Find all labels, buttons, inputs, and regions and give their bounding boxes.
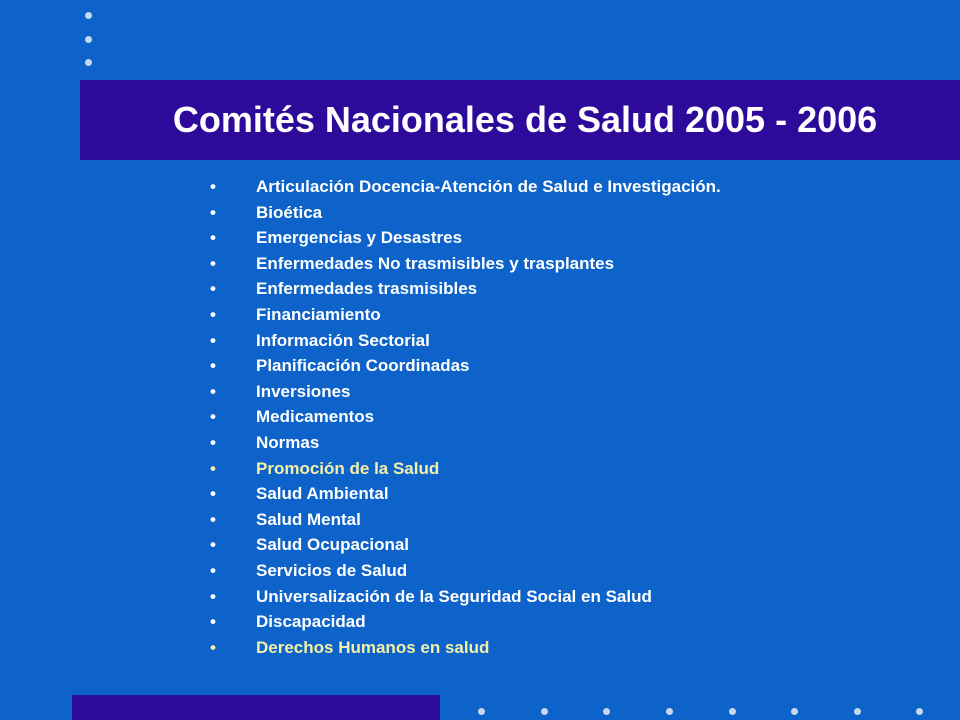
list-item-label: Salud Ambiental <box>256 484 389 504</box>
bullet-icon: • <box>210 560 216 580</box>
list-item-label: Derechos Humanos en salud <box>256 637 490 657</box>
list-item-label: Servicios de Salud <box>256 560 408 580</box>
list-item-label: Universalización de la Seguridad Social en Salud <box>256 586 652 606</box>
bullet-icon: • <box>210 586 216 606</box>
bullet-icon: • <box>210 228 216 248</box>
list-item-label: Inversiones <box>256 381 351 401</box>
list-item-label: Financiamiento <box>256 304 381 324</box>
bullet-icon: • <box>210 279 216 299</box>
list-item-label: Articulación Docencia-Atención de Salud e Investigación. <box>256 177 721 196</box>
list-item-label: Salud Ocupacional <box>256 535 410 555</box>
bullet-icon: • <box>210 637 216 657</box>
bullet-icon: • <box>210 381 216 401</box>
decor-dot <box>541 708 548 715</box>
decor-dot <box>791 708 798 715</box>
bullet-icon: • <box>210 202 216 222</box>
bullet-icon: • <box>210 407 216 427</box>
bullet-icon: • <box>210 535 216 555</box>
list-item-label: Bioética <box>256 202 323 222</box>
list-item-label: Medicamentos <box>256 407 375 427</box>
bullet-icon: • <box>210 509 216 529</box>
decor-dot <box>916 708 923 715</box>
bullet-icon: • <box>210 484 216 504</box>
bullet-icon: • <box>210 356 216 376</box>
list-item-label: Enfermedades trasmisibles <box>256 279 478 299</box>
list-item-label: Enfermedades No trasmisibles y trasplantes <box>256 253 615 273</box>
list-item-label: Planificación Coordinadas <box>256 356 470 376</box>
list-item-label: Discapacidad <box>256 612 366 632</box>
list-item-label: Emergencias y Desastres <box>256 228 463 248</box>
slide-title: Comités Nacionales de Salud 2005 - 2006 <box>172 99 878 140</box>
bullet-icon: • <box>210 612 216 632</box>
list-item-label: Salud Mental <box>256 509 361 529</box>
decor-dot <box>854 708 861 715</box>
decor-dot <box>729 708 736 715</box>
decor-dot <box>603 708 610 715</box>
decor-dot <box>85 12 92 19</box>
decor-dot <box>85 59 92 66</box>
decor-dot <box>666 708 673 715</box>
bullet-icon: • <box>210 330 216 350</box>
bullet-icon: • <box>210 304 216 324</box>
bullet-icon: • <box>210 253 216 273</box>
footer-band <box>72 695 440 720</box>
list-item-label: Normas <box>256 432 320 452</box>
bullet-icon: • <box>210 458 216 478</box>
list-item-label: Información Sectorial <box>256 330 430 350</box>
title-band <box>80 80 960 160</box>
bullet-icon: • <box>210 177 216 196</box>
list-item-label: Promoción de la Salud <box>256 458 440 478</box>
decor-dot <box>85 36 92 43</box>
decor-dot <box>478 708 485 715</box>
bullet-icon: • <box>210 432 216 452</box>
